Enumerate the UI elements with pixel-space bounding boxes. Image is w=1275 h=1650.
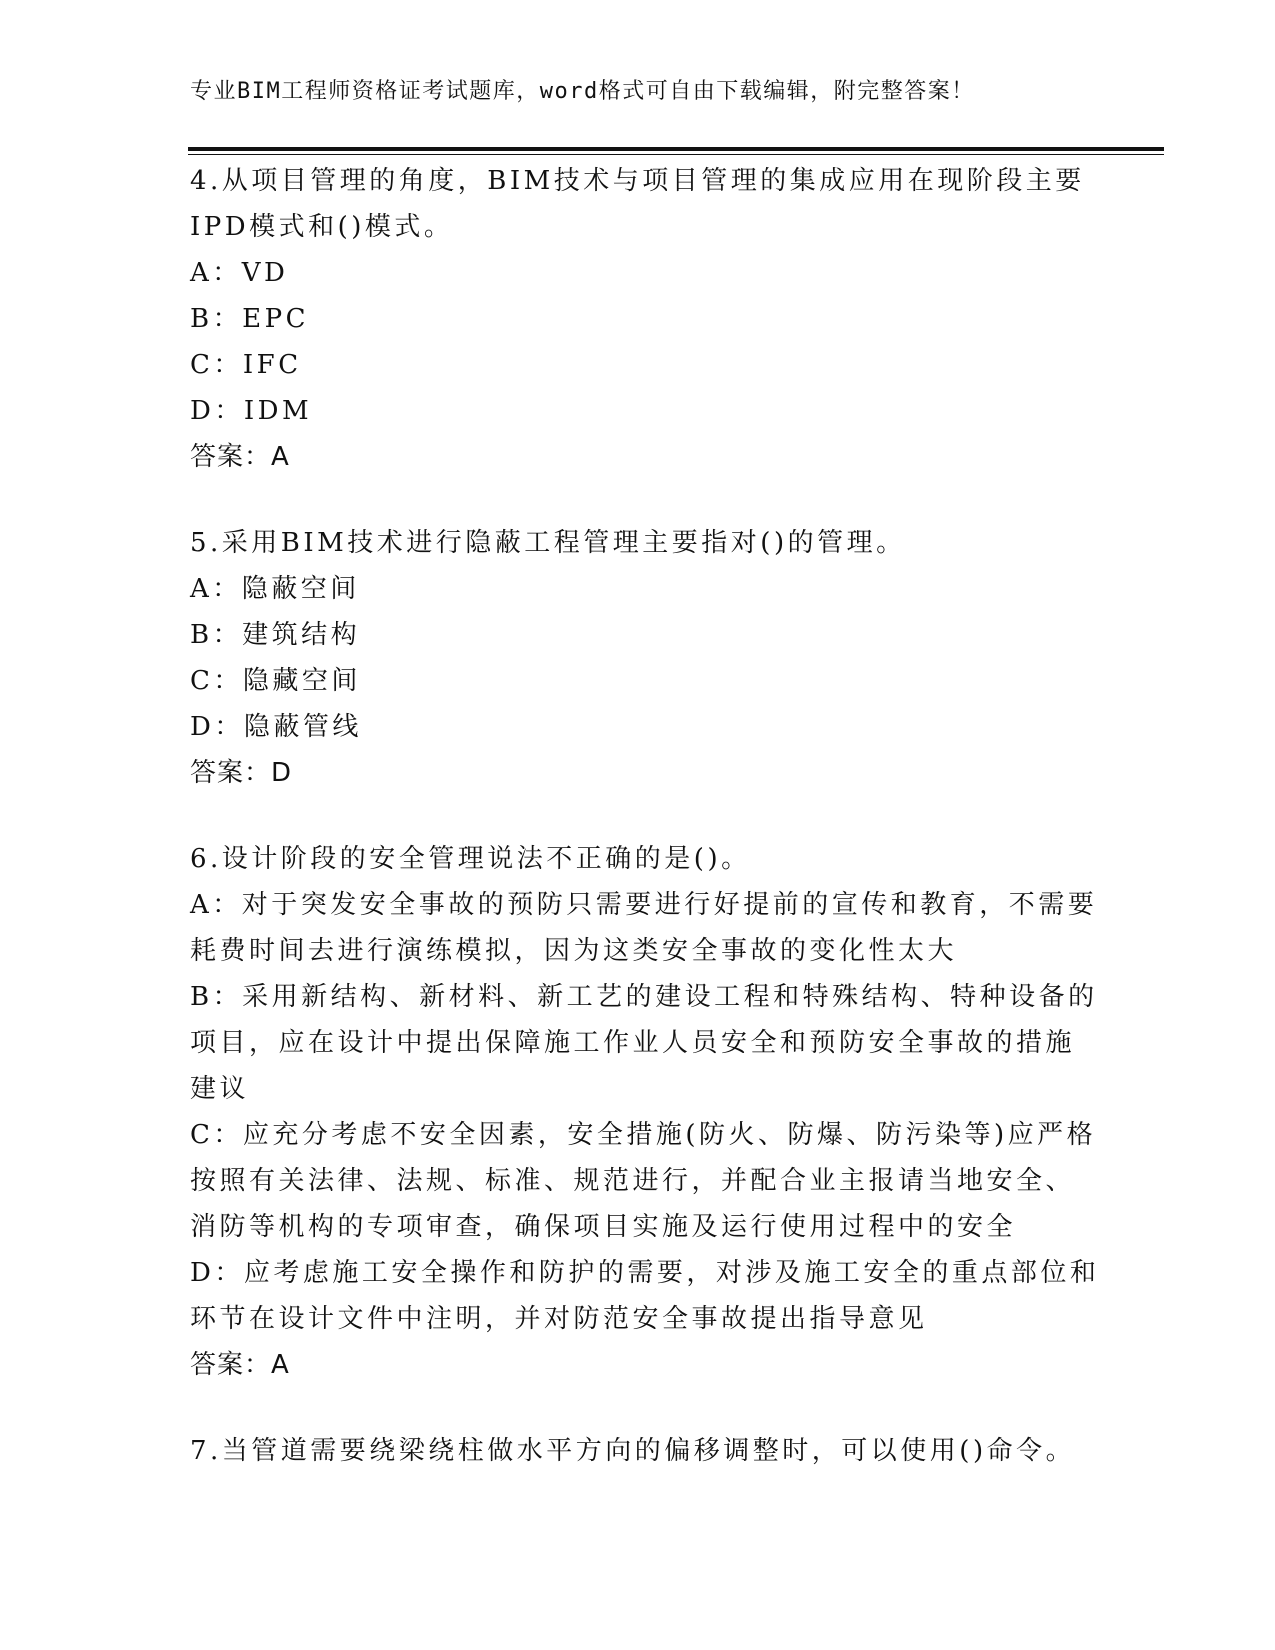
question-6 (190, 836, 1100, 1388)
answer: 答案：A (190, 442, 290, 472)
answer: 答案：D (190, 758, 293, 788)
option-b-continued: 项目，应在设计中提出保障施工作业人员安全和预防安全事故的措施 (190, 1028, 1076, 1058)
option-d: D：IDM (190, 396, 313, 426)
page-header: 专业BIM工程师资格证考试题库，word格式可自由下载编辑，附完整答案！ (190, 79, 975, 104)
question-stem: 6.设计阶段的安全管理说法不正确的是()。 (190, 844, 751, 874)
question-stem: 7.当管道需要绕梁绕柱做水平方向的偏移调整时，可以使用()命令。 (190, 1436, 1076, 1466)
header-rule-thick (188, 147, 1164, 151)
option-d-continued: 环节在设计文件中注明，并对防范安全事故提出指导意见 (190, 1304, 928, 1334)
question-stem: 5.采用BIM技术进行隐蔽工程管理主要指对()的管理。 (190, 528, 906, 558)
header-rule-thin (188, 154, 1164, 155)
option-d: D：应考虑施工安全操作和防护的需要，对涉及施工安全的重点部位和 (190, 1258, 1100, 1288)
question-7 (190, 1428, 1090, 1474)
option-a-continued: 耗费时间去进行演练模拟，因为这类安全事故的变化性太大 (190, 936, 958, 966)
question-5 (190, 520, 1090, 796)
option-b: B：建筑结构 (190, 620, 361, 650)
option-c: C：IFC (190, 350, 302, 380)
option-a: A：VD (190, 258, 289, 288)
option-a: A：对于突发安全事故的预防只需要进行好提前的宣传和教育，不需要 (190, 890, 1098, 920)
question-list (190, 158, 1100, 1514)
option-c-continued: 按照有关法律、法规、标准、规范进行，并配合业主报请当地安全、 (190, 1166, 1076, 1196)
answer: 答案：A (190, 1350, 290, 1380)
option-c: C：隐藏空间 (190, 666, 361, 696)
option-c: C：应充分考虑不安全因素，安全措施(防火、防爆、防污染等)应严格 (190, 1120, 1097, 1150)
option-b-continued: 建议 (190, 1074, 250, 1104)
option-a: A：隐蔽空间 (190, 574, 360, 604)
question-stem: IPD模式和()模式。 (190, 212, 454, 242)
question-4 (190, 158, 1090, 480)
option-c-continued: 消防等机构的专项审查，确保项目实施及运行使用过程中的安全 (190, 1212, 1017, 1242)
option-d: D：隐蔽管线 (190, 712, 362, 742)
question-stem: 4.从项目管理的角度，BIM技术与项目管理的集成应用在现阶段主要 (190, 166, 1085, 196)
option-b: B：EPC (190, 304, 309, 334)
option-b: B：采用新结构、新材料、新工艺的建设工程和特殊结构、特种设备的 (190, 982, 1098, 1012)
